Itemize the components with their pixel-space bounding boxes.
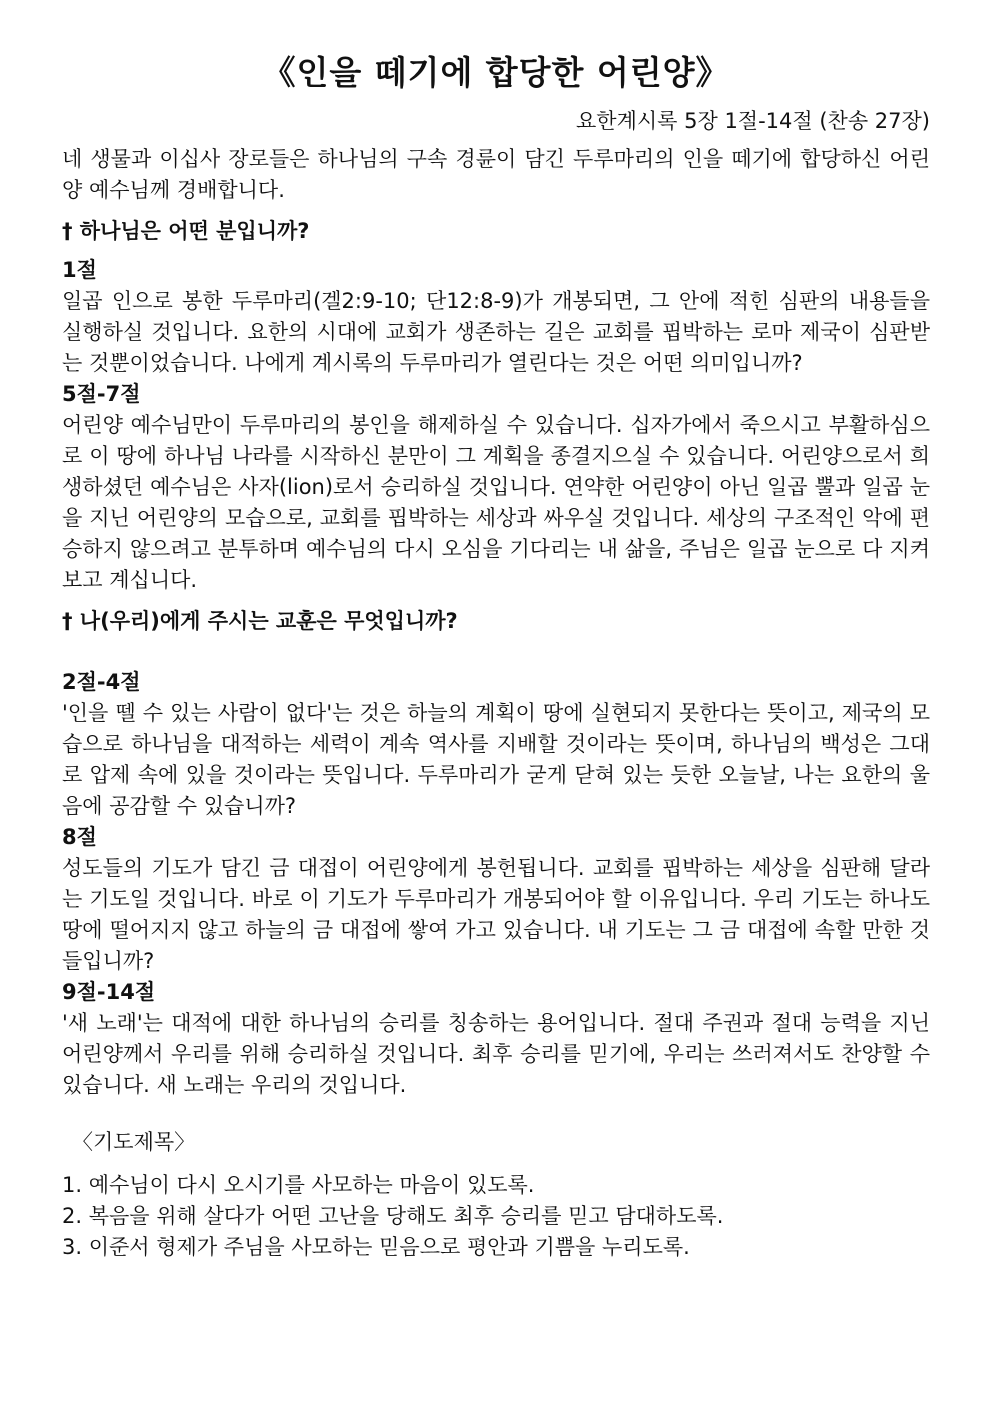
section-heading-who-is-god: † 하나님은 어떤 분입니까? [62, 219, 310, 243]
section-heading-lesson: † 나(우리)에게 주시는 교훈은 무엇입니까? [62, 609, 458, 633]
verse-text-5-7: 어린양 예수님만이 두루마리의 봉인을 해제하실 수 있습니다. 십자가에서 죽으시고 부활하심으로 이 땅에 하나님 나라를 시작하신 분만이 그 계획을 종결지으실 수 있습니다. 어린양으로서 희생하셨던 예수님은 사자(lion)로서 승리하실 것입니다. 연약한 어린양이 아닌 일곱 뿔과 일곱 눈을 지닌 어린양의 모습으로, 교회를 핍박하는 세상과 싸우실 것입니다. 세상의 구조적인 악에 편승하지 않으려고 분투하며 예수님의 다시 오심을 기다리는 내 삶을, 주님은 일곱 눈으로 다 지켜보고 계십니다. [62, 413, 930, 592]
prayer-item: 3. 이준서 형제가 주님을 사모하는 믿음으로 평안과 기쁨을 누리도록. [62, 1235, 690, 1259]
verse-label-9-14: 9절-14절 [62, 980, 156, 1004]
verse-text-1: 일곱 인으로 봉한 두루마리(겔2:9-10; 단12:8-9)가 개봉되면, 그 안에 적힌 심판의 내용들을 실행하실 것입니다. 요한의 시대에 교회가 생존하는 길은 교회를 핍박하는 로마 제국이 심판받는 것뿐이었습니다. 나에게 계시록의 두루마리가 열린다는 것은 어떤 의미입니까? [62, 289, 930, 375]
prayer-title: 〈기도제목〉 [72, 1130, 196, 1154]
verse-text-2-4: '인을 뗄 수 있는 사람이 없다'는 것은 하늘의 계획이 땅에 실현되지 못한다는 뜻이고, 제국의 모습으로 하나님을 대적하는 세력이 계속 역사를 지배할 것이라는 뜻이며, 하나님의 백성은 그대로 압제 속에 있을 것이라는 뜻입니다. 두루마리가 굳게 닫혀 있는 듯한 오늘날, 나는 요한의 울음에 공감할 수 있습니까? [62, 701, 930, 818]
verse-label-5-7: 5절-7절 [62, 382, 141, 406]
verse-label-1: 1절 [62, 258, 97, 282]
page-title: 《인을 떼기에 합당한 어린양》 [262, 53, 730, 92]
verse-text-8: 성도들의 기도가 담긴 금 대접이 어린양에게 봉헌됩니다. 교회를 핍박하는 세상을 심판해 달라는 기도일 것입니다. 바로 이 기도가 두루마리가 개봉되어야 할 이유입니다. 우리 기도는 하나도 땅에 떨어지지 않고 하늘의 금 대접에 쌓여 가고 있습니다. 내 기도는 그 금 대접에 속할 만한 것들입니까? [62, 856, 930, 973]
verse-label-8: 8절 [62, 825, 97, 849]
verse-text-9-14: '새 노래'는 대적에 대한 하나님의 승리를 칭송하는 용어입니다. 절대 주권과 절대 능력을 지닌 어린양께서 우리를 위해 승리하실 것입니다. 최후 승리를 믿기에, 우리는 쓰러져서도 찬양할 수 있습니다. 새 노래는 우리의 것입니다. [62, 1011, 930, 1097]
verse-label-2-4: 2절-4절 [62, 670, 141, 694]
scripture-reference: 요한계시록 5장 1절-14절 (찬송 27장) [576, 109, 930, 133]
intro-paragraph: 네 생물과 이십사 장로들은 하나님의 구속 경륜이 담긴 두루마리의 인을 떼기에 합당하신 어린양 예수님께 경배합니다. [62, 147, 930, 202]
prayer-item: 2. 복음을 위해 살다가 어떤 고난을 당해도 최후 승리를 믿고 담대하도록. [62, 1204, 724, 1228]
prayer-list [62, 1170, 930, 1263]
bulletin-page [62, 52, 930, 1263]
prayer-item: 1. 예수님이 다시 오시기를 사모하는 마음이 있도록. [62, 1173, 535, 1197]
